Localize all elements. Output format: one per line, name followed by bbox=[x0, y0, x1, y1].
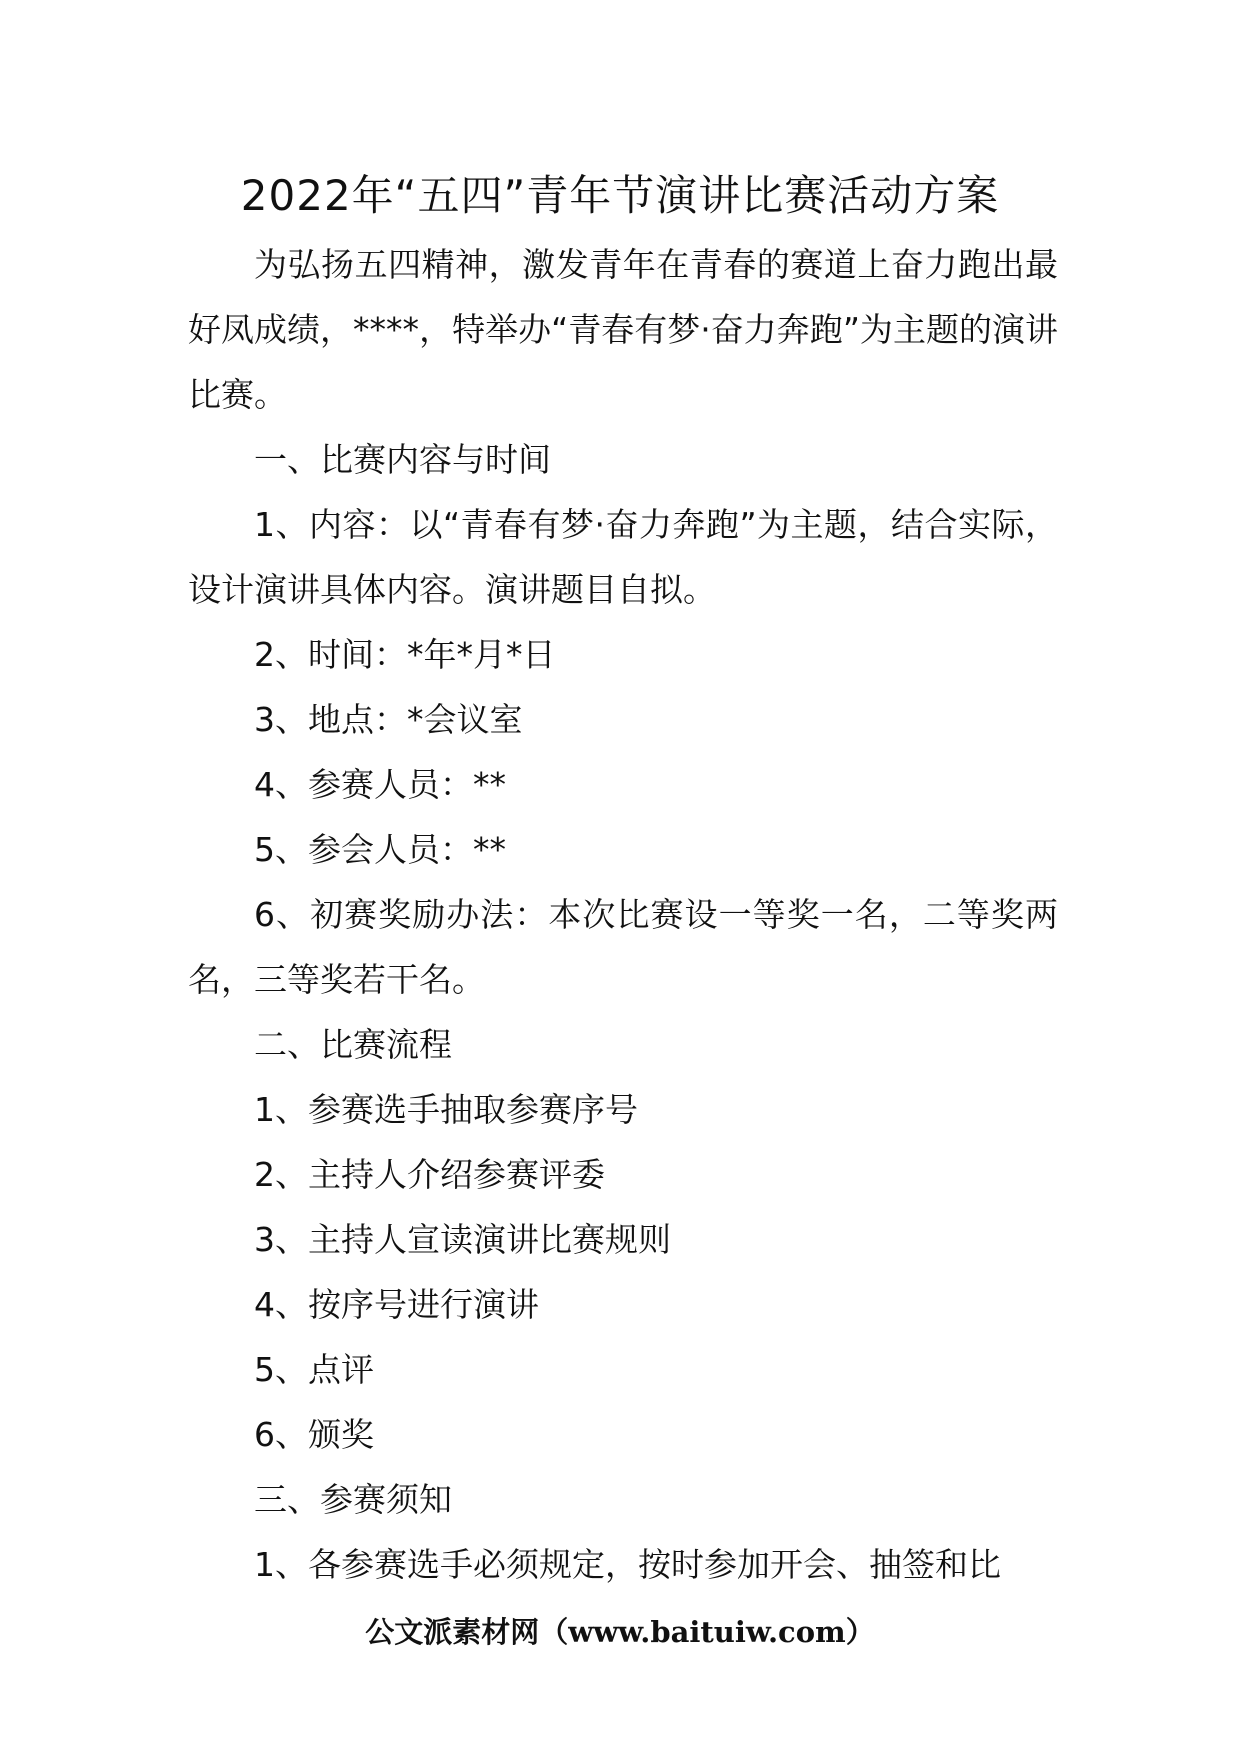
document-body bbox=[188, 232, 1058, 1597]
list-item: 6、初赛奖励办法：本次比赛设一等奖一名，二等奖两名，三等奖若干名。 bbox=[188, 895, 1058, 999]
list-item: 1、参赛选手抽取参赛序号 bbox=[254, 1090, 638, 1129]
intro-paragraph: 为弘扬五四精神，激发青年在青春的赛道上奋力跑出最好凤成绩，****，特举办“青春有梦·奋力奔跑”为主题的演讲比赛。 bbox=[188, 245, 1058, 414]
list-item: 1、内容：以“青春有梦·奋力奔跑”为主题，结合实际，设计演讲具体内容。演讲题目自拟。 bbox=[188, 505, 1058, 609]
list-item: 6、颁奖 bbox=[254, 1415, 374, 1454]
list-item: 2、时间：*年*月*日 bbox=[254, 635, 556, 674]
footer-watermark: 公文派素材网（www.baituiw.com） bbox=[365, 1615, 875, 1649]
section-heading-3: 三、参赛须知 bbox=[254, 1480, 452, 1519]
list-item: 2、主持人介绍参赛评委 bbox=[254, 1155, 605, 1194]
list-item: 4、按序号进行演讲 bbox=[254, 1285, 539, 1324]
section-heading-2: 二、比赛流程 bbox=[254, 1025, 452, 1064]
list-item: 3、地点：*会议室 bbox=[254, 700, 523, 739]
list-item: 3、主持人宣读演讲比赛规则 bbox=[254, 1220, 671, 1259]
document-title: 2022年“五四”青年节演讲比赛活动方案 bbox=[240, 171, 1000, 220]
list-item: 5、点评 bbox=[254, 1350, 374, 1389]
list-item: 4、参赛人员：** bbox=[254, 765, 506, 804]
section-heading-1: 一、比赛内容与时间 bbox=[254, 440, 551, 479]
list-item: 5、参会人员：** bbox=[254, 830, 506, 869]
list-item: 1、各参赛选手必须规定，按时参加开会、抽签和比 bbox=[254, 1545, 1001, 1584]
